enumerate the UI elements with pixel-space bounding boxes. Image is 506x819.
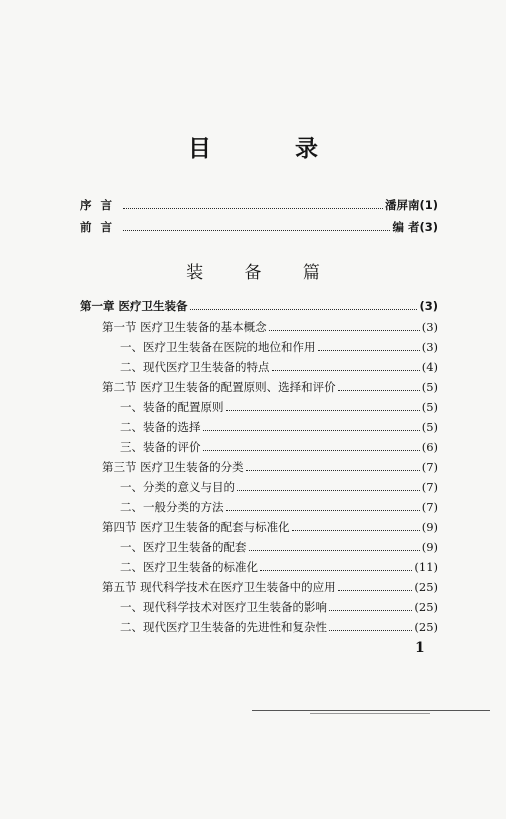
leader-dots (203, 438, 420, 451)
toc-page-ref: (25) (414, 600, 438, 614)
toc-page-ref: (3) (419, 299, 438, 313)
toc-label: 序言 (80, 198, 121, 212)
leader-dots (338, 378, 420, 391)
toc-page-ref: (6) (421, 440, 438, 454)
toc-page-ref: (25) (414, 580, 438, 594)
toc-page-ref: (11) (414, 560, 438, 574)
toc-page-ref: (3) (421, 320, 438, 334)
leader-dots (249, 538, 420, 551)
toc-entry-subsection (120, 418, 438, 436)
section-title: 装 备 篇 (186, 263, 338, 283)
toc-entry-section (102, 378, 438, 396)
toc-page-ref: (25) (414, 620, 438, 634)
toc-label: 二、现代医疗卫生装备的先进性和复杂性 (120, 620, 327, 634)
leader-dots (329, 598, 412, 611)
leader-dots (226, 398, 420, 411)
toc-label: 第二节 医疗卫生装备的配置原则、选择和评价 (102, 380, 336, 394)
leader-dots (190, 297, 418, 310)
leader-dots (338, 578, 413, 591)
leader-dots (123, 218, 390, 231)
toc-page-ref: (7) (421, 460, 438, 474)
toc-entry-section (102, 318, 438, 336)
toc-entry-subsection (120, 498, 438, 516)
toc-label: 一、分类的意义与目的 (120, 480, 235, 494)
leader-dots (246, 458, 420, 471)
toc-label: 一、装备的配置原则 (120, 400, 224, 414)
toc-page-ref: (5) (421, 400, 438, 414)
toc-label: 二、现代医疗卫生装备的特点 (120, 360, 270, 374)
leader-dots (318, 338, 420, 351)
toc-entry-chapter (80, 297, 438, 315)
toc-entry-subsection (120, 478, 438, 496)
toc-page-ref: 编 者(3) (392, 220, 438, 234)
toc-entry-section (102, 458, 438, 476)
toc-entry-subsection (120, 398, 438, 416)
toc-page-ref: (3) (421, 340, 438, 354)
toc-label: 二、装备的选择 (120, 420, 201, 434)
page-number: 1 (415, 640, 425, 656)
bottom-rule (252, 710, 490, 711)
toc-label: 第一节 医疗卫生装备的基本概念 (102, 320, 267, 334)
toc-label: 第三节 医疗卫生装备的分类 (102, 460, 244, 474)
toc-page-ref: (9) (421, 520, 438, 534)
toc-label: 一、现代科学技术对医疗卫生装备的影响 (120, 600, 327, 614)
toc-label: 一、医疗卫生装备的配套 (120, 540, 247, 554)
toc-page-ref: (5) (421, 420, 438, 434)
toc-entry-section (102, 578, 438, 596)
toc-page-ref: (7) (421, 480, 438, 494)
leader-dots (292, 518, 420, 531)
toc-entry-section (102, 518, 438, 536)
toc-page-ref: (4) (421, 360, 438, 374)
toc-entry-subsection (120, 618, 438, 636)
toc-label: 二、一般分类的方法 (120, 500, 224, 514)
leader-dots (123, 196, 383, 209)
toc-label: 前言 (80, 220, 121, 234)
toc-label: 二、医疗卫生装备的标准化 (120, 560, 258, 574)
toc-entry-subsection (120, 538, 438, 556)
toc-entry-subsection (120, 338, 438, 356)
toc-label: 第一章 医疗卫生装备 (80, 299, 188, 313)
leader-dots (203, 418, 420, 431)
leader-dots (272, 358, 420, 371)
toc-page-ref: (5) (421, 380, 438, 394)
leader-dots (260, 558, 412, 571)
toc-entry-subsection (120, 358, 438, 376)
toc-page-ref: 潘屏南(1) (384, 198, 438, 212)
toc-label: 一、医疗卫生装备在医院的地位和作用 (120, 340, 316, 354)
toc-label: 三、装备的评价 (120, 440, 201, 454)
toc-label: 第五节 现代科学技术在医疗卫生装备中的应用 (102, 580, 336, 594)
leader-dots (226, 498, 420, 511)
toc-entry-subsection (120, 438, 438, 456)
toc-page-ref: (9) (421, 540, 438, 554)
page-title: 目 录 (187, 136, 356, 162)
leader-dots (237, 478, 420, 491)
toc-entry-preface (80, 196, 438, 214)
leader-dots (269, 318, 420, 331)
toc-page-ref: (7) (421, 500, 438, 514)
toc-label: 第四节 医疗卫生装备的配套与标准化 (102, 520, 290, 534)
bottom-rule-shadow (310, 713, 430, 714)
toc-entry-subsection (120, 598, 438, 616)
toc-entry-subsection (120, 558, 438, 576)
toc-entry-foreword (80, 218, 438, 236)
leader-dots (329, 618, 412, 631)
